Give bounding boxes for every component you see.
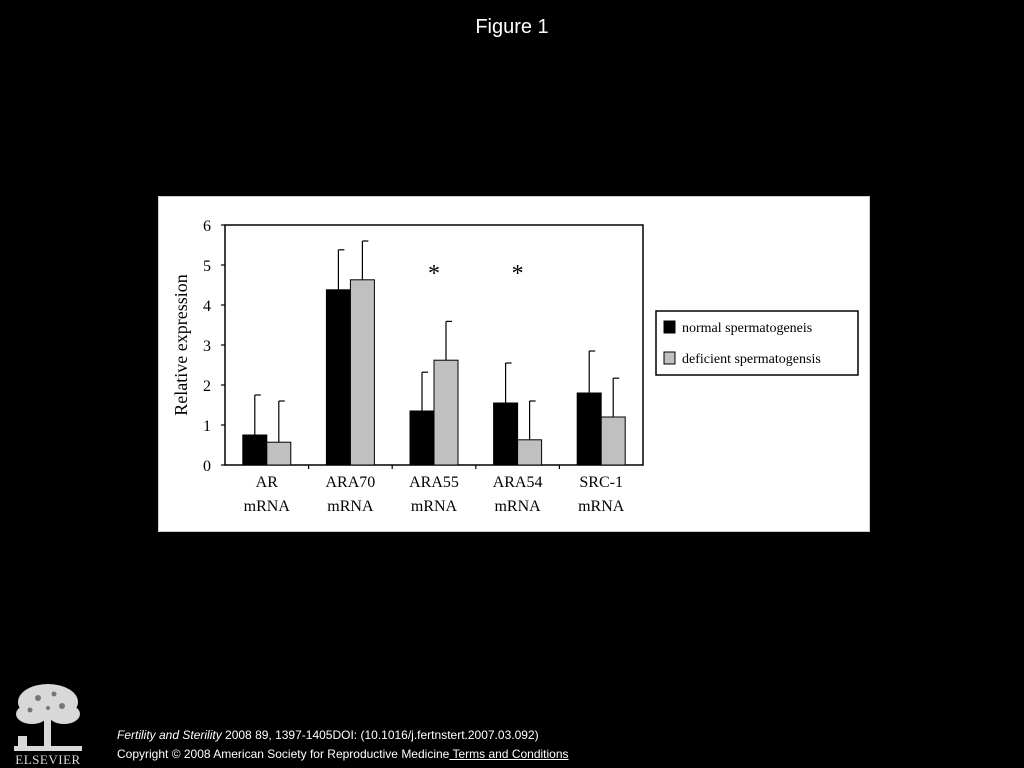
copyright xyxy=(117,747,569,761)
bar-normal xyxy=(494,403,518,465)
x-tick-label-line2: mRNA xyxy=(410,498,458,515)
citation xyxy=(117,728,539,742)
x-tick-label-line1: ARA70 xyxy=(325,474,376,491)
legend xyxy=(656,311,858,375)
figure-panel xyxy=(158,196,870,532)
x-tick-label-line1: AR xyxy=(255,474,278,491)
bar-normal xyxy=(410,411,434,465)
bar-deficient xyxy=(601,417,625,465)
y-tick-label: 5 xyxy=(203,258,211,275)
significance-asterisk: * xyxy=(428,261,440,287)
bar-normal xyxy=(326,290,350,465)
bar-deficient xyxy=(518,440,542,465)
x-tick-label-line1: SRC-1 xyxy=(579,474,623,491)
x-tick-label-line2: mRNA xyxy=(243,498,290,515)
y-tick-label: 4 xyxy=(203,298,211,315)
x-axis-labels xyxy=(244,465,625,515)
significance-asterisk: * xyxy=(511,261,524,287)
y-tick-label: 0 xyxy=(203,458,211,475)
legend-label-deficient: deficient spermatogensis xyxy=(682,352,821,367)
elsevier-wordmark: ELSEVIER xyxy=(15,752,81,766)
x-tick-label-line2: mRNA xyxy=(327,498,374,515)
x-tick-label-line2: mRNA xyxy=(578,498,625,515)
x-tick-label-line1: ARA54 xyxy=(492,474,543,491)
y-tick-label: 3 xyxy=(203,338,211,355)
bar-chart xyxy=(159,197,871,533)
x-tick-label-line1: ARA55 xyxy=(409,474,459,491)
y-axis-label: Relative expression xyxy=(171,274,191,416)
slide-title: Figure 1 xyxy=(475,16,549,38)
copyright-text: Copyright © 2008 American Society for Reproductive Medicine xyxy=(117,747,450,761)
legend-swatch-normal xyxy=(664,321,675,333)
bar-deficient xyxy=(434,360,458,465)
y-tick-label: 2 xyxy=(203,378,211,395)
terms-and-conditions-link[interactable]: Terms and Conditions xyxy=(449,747,569,761)
y-axis-ticks xyxy=(203,218,225,475)
x-tick-label-line2: mRNA xyxy=(494,498,541,515)
citation-details: 2008 89, 1397-1405DOI: (10.1016/j.fertnstert.2007.03.092) xyxy=(221,728,539,742)
bar-deficient xyxy=(267,442,291,465)
citation-journal: Fertility and Sterility xyxy=(117,728,222,742)
y-tick-label: 6 xyxy=(203,218,211,235)
y-tick-label: 1 xyxy=(203,418,211,435)
elsevier-tree-icon xyxy=(8,680,88,766)
significance-markers xyxy=(428,261,524,287)
bar-normal xyxy=(243,435,267,465)
bar-deficient xyxy=(350,280,374,465)
bar-normal xyxy=(577,393,601,465)
legend-swatch-deficient xyxy=(664,352,675,364)
legend-label-normal: normal spermatogeneis xyxy=(682,321,813,336)
